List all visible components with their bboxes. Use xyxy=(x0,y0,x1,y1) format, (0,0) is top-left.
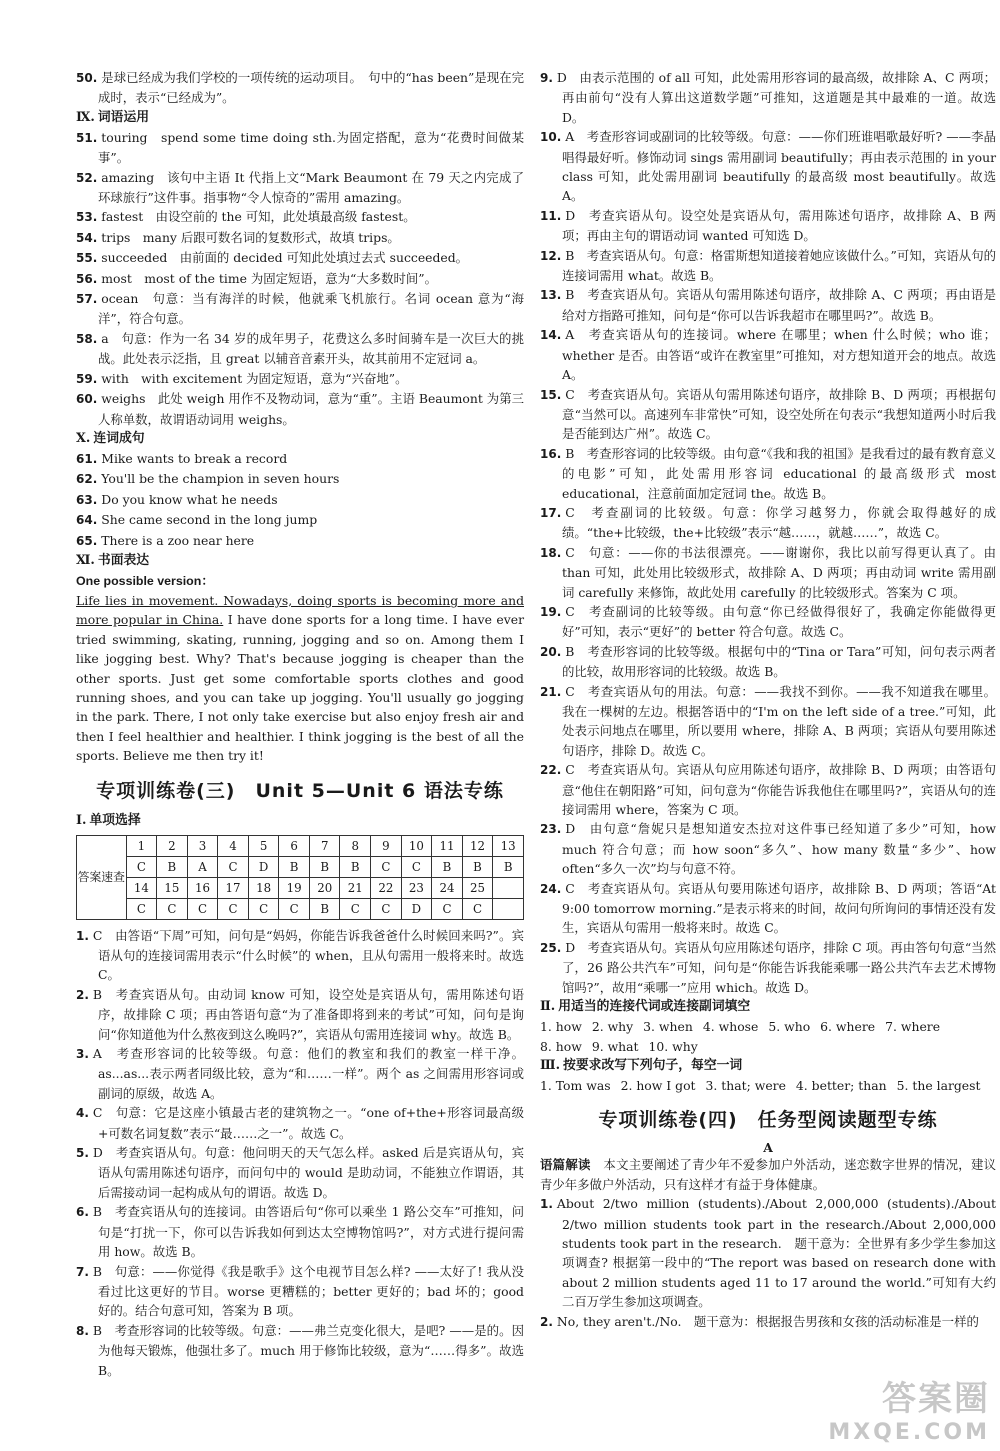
answer-item xyxy=(76,369,524,389)
inline-answer: 3. that; were xyxy=(705,1077,786,1093)
answer-table-cell: 7 xyxy=(309,835,340,856)
item-number: 2. xyxy=(76,987,89,1002)
answer-table-cell: C xyxy=(371,898,402,919)
answer-table-cell: C xyxy=(462,898,493,919)
answer-table-cell: C xyxy=(248,898,279,919)
inline-answer: 9. what xyxy=(591,1038,639,1054)
answer-table-cell: 18 xyxy=(248,877,279,898)
answer-item xyxy=(76,449,524,469)
answer-item xyxy=(540,68,996,127)
answer-item xyxy=(76,168,524,208)
inline-answer: 1. how xyxy=(540,1019,582,1035)
item-text: B 考查宾语从句的连接词。由答语后句“你可以乘坐 1 路公交车”可推知，问句是“打扰一下，你可以告诉我如何到达太空博物馆吗?”，对方式进行提问需用 how。故选 B。 xyxy=(92,1204,524,1260)
item-number: 62. xyxy=(76,472,98,487)
item-text: with with excitement 为固定短语，意为“兴奋地”。 xyxy=(101,370,408,386)
fill-row-2 xyxy=(540,1037,996,1056)
item-text: ocean 句意：当有海洋的时候，他就乘飞机旅行。名词 ocean 意为“海洋”，符合句意。 xyxy=(98,291,524,327)
item-text: C 考查副词的比较级。句意：你学习越努力，你就会取得越好的成绩。“the+比较级，the+比较级”表示“越……，就越……”，故选 C。 xyxy=(562,504,996,541)
answer-table-cell: 6 xyxy=(279,835,310,856)
item-text: C 考查宾语从句。宾语从句应用陈述句语序，故排除 B、D 两项；由答语句意“他住在朝阳路”可知，问句意为“你能告诉我他住在哪里吗?”，宾语从句的连接词需用 where，答案为 C 项。 xyxy=(562,762,996,818)
inline-answer: 7. where xyxy=(885,1019,941,1035)
answer-item xyxy=(76,248,524,268)
answer-table-cell: B xyxy=(462,856,493,877)
item-text: B 考查形容词的比较等级。句意：——弗兰克变化很大，是吧? ——是的。因为他每天锻炼，他强壮多了。much 用于修饰比较级，意为“……得多”。故选 B。 xyxy=(92,1322,524,1378)
answer-item xyxy=(540,543,996,602)
item-number: 14. xyxy=(540,328,562,343)
item-text: trips many 后跟可数名词的复数形式，故填 trips。 xyxy=(101,229,400,245)
passage-intro: 语篇解读 本文主要阐述了青少年不爱参加户外活动，迷恋数字世界的情况，建议青少年多做户外活动，只有这样才有益于身体健康。 xyxy=(540,1157,997,1192)
item-text: D 由句意“詹妮只是想知道安杰拉对这件事已经知道了多少”可知，how much 符合句意；而 how soon“多久”、how many 数量“多少”、how often“多久一次”均与句意不符。 xyxy=(562,821,996,877)
item-text: a 句意：作为一名 34 岁的成年男子，花费这么多时间骑车是一次巨大的挑战。此处表示泛指，且 great 以辅音音素开头，故其前用不定冠词 a。 xyxy=(98,330,524,367)
item-number: 61. xyxy=(76,451,98,466)
answer-table-cell: 16 xyxy=(187,877,218,898)
answer-table-cell: 4 xyxy=(218,835,249,856)
answer-table-cell: C xyxy=(401,856,432,877)
answer-item xyxy=(76,1103,524,1143)
answer-item xyxy=(540,602,996,642)
item-number: 53. xyxy=(76,210,98,225)
answer-table-cell: 2 xyxy=(157,835,188,856)
answer-table-cell: 13 xyxy=(493,835,524,856)
item-text: D 由表示范围的 of all 可知，此处需用形容词的最高级，故排除 A、C 两项；再由前句“没有人算出这道数学题”可推知，这道题是其中最难的一道。故选 D。 xyxy=(556,70,996,125)
item-text: B 考查宾语从句。句意：格雷斯想知道接着她应该做什么。”可知，宾语从句的连接词需用 what。故选 B。 xyxy=(562,247,996,284)
essay-body: I have done sports for a long time. I have ever tried swimming, skating, running, jogging and so on. Among them I like jogging best. Why? That's because jogging is cheaper than the other sports. Just get some comfortable sports clothes and good running shoes, and you can take up jogging. You'll usually go jogging in the park. There, I not only take exercise but also enjoy fresh air and then I feel healthier and healthier. I think jogging is the best of all the sports. Believe me then try it! xyxy=(76,612,524,764)
answer-table-row xyxy=(77,877,524,898)
section-title-4: 专项训练卷(四) 任务型阅读题型专练 xyxy=(598,1109,938,1132)
item-text: C 考查宾语从句。宾语从句需用陈述句语序，故排除 B、D 两项；再根据句意“当然可以。高速列车非常快”可知，设空处所在句表示“我想知道两小时后我是否能到达广州”。故选 C。 xyxy=(562,386,996,442)
inline-answer: 1. Tom was xyxy=(540,1077,611,1093)
inline-answer: 5. who xyxy=(768,1019,811,1035)
answer-table-cell: 15 xyxy=(157,877,188,898)
essay xyxy=(76,591,524,766)
answer-item xyxy=(76,531,524,551)
answer-item xyxy=(540,1312,996,1332)
answer-table-cell: B xyxy=(157,856,188,877)
item-number: 10. xyxy=(540,130,562,145)
item-text: amazing 该句中主语 It 代指上文“Mark Beaumont 在 79 天之内完成了环球旅行”这件事。指事物“令人惊奇的”需用 amazing。 xyxy=(98,169,524,206)
answer-table-cell: 9 xyxy=(371,835,402,856)
answer-item xyxy=(76,1202,524,1261)
answer-table-cell: 19 xyxy=(279,877,310,898)
item-text: fastest 由设空前的 the 可知，此处填最高级 fastest。 xyxy=(101,209,416,225)
answer-table-cell: C xyxy=(126,898,157,919)
answer-item xyxy=(540,760,996,819)
item-number: 60. xyxy=(76,392,98,407)
item-number: 6. xyxy=(76,1205,89,1220)
answer-table-cell: A xyxy=(187,856,218,877)
item-number: 19. xyxy=(540,604,562,619)
answer-table-cell: B xyxy=(279,856,310,877)
item-text: Do you know what he needs xyxy=(101,491,278,507)
item-text: A 考查形容词或副词的比较等级。句意：——你们班谁唱歌最好听? ——李晶唱得最好听。修饰动词 sings 需用副词 beautifully；再由表示范围的 in your class 可知，此处需用副词 beautifully 的最高级 most beautifully。故选 A。 xyxy=(562,129,996,204)
answer-table-cell: C xyxy=(279,898,310,919)
item-text: D 考查宾语从句。宾语从句应用陈述句语序，排除 C 项。再由答句句意“当然了，26 路公共汽车”可知，问句是“你能告诉我能乘哪一路公共汽车去艺术博物馆吗?”，故用“乘哪一”应用 which。故选 D。 xyxy=(562,939,996,995)
item-number: 65. xyxy=(76,533,98,548)
answer-table-label: 答案速查 xyxy=(77,835,127,919)
answer-item xyxy=(76,269,524,289)
answer-table-cell: B xyxy=(493,856,524,877)
answer-table-row xyxy=(77,898,524,919)
item-number: 20. xyxy=(540,644,562,659)
answer-item xyxy=(540,206,996,246)
item-number: 1. xyxy=(76,928,89,943)
answer-table-cell: B xyxy=(309,856,340,877)
item-text: succeeded 由前面的 decided 可知此处填过去式 succeeded。 xyxy=(101,250,469,266)
answer-table-cell: 23 xyxy=(401,877,432,898)
inline-answer: 3. when xyxy=(643,1019,693,1035)
answer-table-cell: D xyxy=(248,856,279,877)
item-number: 21. xyxy=(540,684,562,699)
item-number: 52. xyxy=(76,170,98,185)
answer-item xyxy=(76,128,524,168)
answer-table-cell: C xyxy=(340,898,371,919)
left-column xyxy=(76,68,524,1380)
answer-table-cell xyxy=(493,898,524,919)
answer-table-cell: 1 xyxy=(126,835,157,856)
answer-table-cell: 3 xyxy=(187,835,218,856)
item-text: D 考查宾语从句。句意：他问明天的天气怎么样。asked 后是宾语从句，宾语从句需用陈述句语序，而问句中的 would 是助动词，不能独立作谓语，其后需接动词一起构成从句的谓语。故选 D。 xyxy=(92,1145,524,1200)
answer-item xyxy=(76,926,524,985)
answer-item xyxy=(540,819,996,878)
item-number: 63. xyxy=(76,492,98,507)
inline-answer: 10. why xyxy=(648,1038,698,1054)
answer-item xyxy=(76,228,524,248)
inline-answer: 2. how I got xyxy=(620,1077,696,1093)
item-number: 16. xyxy=(540,446,562,461)
item-text: She came second in the long jump xyxy=(101,512,318,528)
answer-table-cell: 21 xyxy=(340,877,371,898)
answer-table-cell: 12 xyxy=(462,835,493,856)
answer-item xyxy=(540,127,996,206)
item-text: D 考查宾语从句。设空处是宾语从句，需用陈述句语序，故排除 A、B 两项；再由主句的谓语动词 wanted 可知选 D。 xyxy=(562,207,996,244)
item-text: B 考查形容词的比较等级。根据句中的“Tina or Tara”可知，问句表示两者的比较，故用形容词的比较级。故选 B。 xyxy=(562,643,996,680)
item-number: 7. xyxy=(76,1264,89,1279)
answer-item xyxy=(540,246,996,286)
item-number: 5. xyxy=(76,1146,89,1161)
item-text: There is a zoo near here xyxy=(101,532,255,548)
item-number: 13. xyxy=(540,288,562,303)
inline-answer: 2. why xyxy=(591,1019,634,1035)
fill-row-1 xyxy=(540,1017,996,1036)
answer-item xyxy=(76,389,524,429)
item-text: No, they aren't./No. 题干意为：根据报告男孩和女孩的活动标准是一样的 xyxy=(556,1313,979,1329)
item-text: C 句意：——你的书法很漂亮。——谢谢你，我比以前写得更认真了。由 than 可知，此处用比较级形式，故排除 A、D 两项；再由动词 write 需用副词 carefully 来修饰，故此处用 carefully 的比较级形式。答案为 C 项。 xyxy=(562,544,996,600)
item-number: 25. xyxy=(540,940,562,955)
item-text: C 考查宾语从句。宾语从句要用陈述句语序，故排除 B、D 两项；答语“At 9:00 tomorrow morning.”是表示将来的时间，故问句所询问的事情还没有发生，宾语从句需用一般将来时。故选 C。 xyxy=(562,880,996,936)
item-number: 11. xyxy=(540,208,562,223)
answer-item xyxy=(540,642,996,682)
section-9-heading: Ⅸ. 词语运用 xyxy=(76,109,150,125)
inline-answer: 5. the largest xyxy=(896,1077,981,1093)
answer-table-cell: C xyxy=(187,898,218,919)
essay-underlined: Life lies in movement. Nowadays, doing sports is becoming more and more popular in China. xyxy=(76,592,524,628)
answer-table-cell: 25 xyxy=(462,877,493,898)
item-number: 15. xyxy=(540,387,562,402)
item-text: weighs 此处 weigh 用作不及物动词，意为“重”。主语 Beaumont 为第三人称单数，故谓语动词用 weighs。 xyxy=(98,391,524,427)
item-number: 59. xyxy=(76,371,98,386)
item-number: 18. xyxy=(540,545,562,560)
passage-letter: A xyxy=(763,1140,773,1156)
inline-answer: 4. whose xyxy=(702,1019,759,1035)
item-number: 50. xyxy=(76,71,98,85)
item-number: 57. xyxy=(76,292,98,307)
answer-table-cell: C xyxy=(126,856,157,877)
item-number: 2. xyxy=(540,1314,553,1329)
inline-answer: 8. how xyxy=(540,1038,582,1054)
item-number: 58. xyxy=(76,331,98,346)
item-text: C 考查副词的比较等级。由句意“你已经做得很好了，我确定你能做得更好”可知，表示“更好”的 better 符合句意。故选 C。 xyxy=(562,603,996,640)
answer-item xyxy=(76,1143,524,1202)
item-number: 22. xyxy=(540,763,562,778)
answer-item xyxy=(76,1321,524,1380)
item-text: A 考查形容词的比较等级。句意：他们的教室和我们的教室一样干净。as...as...表示两者同级比较，意为“和……一样”。两个 as 之间需用形容词或副词的原级，故选 A。 xyxy=(92,1046,524,1101)
watermark-logo: 答案圈 MXQE.COM xyxy=(828,1379,990,1445)
item-text: B 考查宾语从句。由动词 know 可知，设空处是宾语从句，需用陈述句语序，故排除 C 项；再由答语句意“为了准备即将到来的考试”可知，问句是询问“你知道他为什么熬夜到这么晚吗?”，宾语从句需用连接词 why。故选 B。 xyxy=(92,986,524,1042)
item-number: 54. xyxy=(76,230,98,245)
answer-table-cell: B xyxy=(432,856,463,877)
section-1-heading: Ⅰ. 单项选择 xyxy=(76,812,141,828)
answer-table-cell: 10 xyxy=(401,835,432,856)
answer-table-cell: B xyxy=(309,898,340,919)
answer-item xyxy=(540,385,996,444)
answer-item xyxy=(540,285,996,325)
item-number: 9. xyxy=(540,71,553,85)
item-text: B 考查形容词的比较等级。由句意“《我和我的祖国》是我看过的最有教育意义的电影”可知，此处需用形容词 educational 的最高级形式 most educational，注意前面加定冠词 the。故选 B。 xyxy=(562,445,996,501)
section-3-heading: Ⅲ. 按要求改写下列句子，每空一词 xyxy=(540,1057,743,1073)
answer-table-row xyxy=(77,856,524,877)
answer-item xyxy=(76,1044,524,1103)
item-text: A 考查宾语从句的连接词。where 在哪里；when 什么时候；who 谁；whether 是否。由答语“或许在教室里”可推知，对方想知道开会的地点。故选 A。 xyxy=(562,327,996,383)
answer-table-cell: D xyxy=(401,898,432,919)
answer-item xyxy=(76,469,524,489)
item-number: 23. xyxy=(540,822,562,837)
item-text: most most of the time 为固定短语，意为“大多数时间”。 xyxy=(101,270,438,286)
answer-item xyxy=(540,325,996,384)
answer-table-row xyxy=(77,835,524,856)
answer-table-cell: 17 xyxy=(218,877,249,898)
section-2-heading: Ⅱ. 用适当的连接代词或连接副词填空 xyxy=(540,999,751,1015)
item-text: C 由答语“下周”可知，问句是“妈妈，你能告诉我爸爸什么时候回来吗?”。宾语从句的连接词需用表示“什么时候”的 when，且从句需用一般将来时。故选 C。 xyxy=(92,927,524,983)
item-text: You'll be the champion in seven hours xyxy=(101,471,340,487)
item-number: 24. xyxy=(540,881,562,896)
version-label: One possible version： xyxy=(76,573,214,588)
item-number: 64. xyxy=(76,513,98,528)
answer-table-cell: 5 xyxy=(248,835,279,856)
item-number: 8. xyxy=(76,1323,89,1338)
item-number: 55. xyxy=(76,251,98,266)
answer-table-cell: 22 xyxy=(371,877,402,898)
answer-item xyxy=(76,289,524,329)
rewrite-answers xyxy=(540,1076,996,1095)
answer-item xyxy=(540,682,996,761)
inline-answer: 6. where xyxy=(820,1019,876,1035)
answer-table xyxy=(76,835,524,920)
answer-table-cell: C xyxy=(371,856,402,877)
item-number: 12. xyxy=(540,248,562,263)
inline-answer: 4. better; than xyxy=(795,1077,887,1093)
item-text: Mike wants to break a record xyxy=(101,450,288,466)
item-text: B 句意：——你觉得《我是歌手》这个电视节目怎么样? ——太好了! 我从没看过比这更好的节目。worse 更糟糕的；better 更好的；bad 坏的；good 好的。结合句意可知，答案为 B 项。 xyxy=(92,1263,524,1319)
right-column xyxy=(540,68,996,1332)
answer-item xyxy=(76,1262,524,1321)
section-11-heading: Ⅺ. 书面表达 xyxy=(76,552,150,568)
answer-table-cell: B xyxy=(340,856,371,877)
item-text: C 句意：它是这座小镇最古老的建筑物之一。“one of+the+形容词最高级+可数名词复数”表示“最……之一”。故选 C。 xyxy=(92,1105,524,1141)
item-number: 4. xyxy=(76,1106,89,1121)
answer-table-cell: 14 xyxy=(126,877,157,898)
answer-item xyxy=(76,490,524,510)
answer-item xyxy=(76,985,524,1044)
answer-table-cell: 11 xyxy=(432,835,463,856)
answer-table-cell: 24 xyxy=(432,877,463,898)
item-text: C 考查宾语从句的用法。句意：——我找不到你。——我不知道我在哪里。我在一棵树的左边。根据答语中的“I'm on the left side of a tree.”可知，此处表示问地点在哪里，所以要用 where，排除 A、B 两项；宾语从句要用陈述句语序，排除 D。故选 C。 xyxy=(562,683,996,758)
item-text: B 考查宾语从句。宾语从句需用陈述句语序，故排除 A、C 两项；再由语是给对方指路可推知，问句是“你可以告诉我超市在哪里吗?”。故选 B。 xyxy=(562,287,996,323)
answer-table-cell: C xyxy=(157,898,188,919)
item-number: 3. xyxy=(76,1047,89,1062)
section-10-heading: Ⅹ. 连词成句 xyxy=(76,430,145,446)
item-text: About 2/two million (students)./About 2,000,000 (students)./About 2/two million students took part in the research./About 2,000,000 students took part in the research. 题干意为：全世界有多少学生参加这项调查? 根据第一段中的“The report was based on research done with about 2 million students aged 11 to 17 around the world.”可知有大约二百万学生参加这项调查。 xyxy=(556,1196,996,1310)
answer-table-cell xyxy=(493,877,524,898)
answer-item xyxy=(76,68,524,108)
answer-item xyxy=(540,938,996,997)
answer-item xyxy=(540,879,996,938)
answer-item xyxy=(540,1194,996,1311)
answer-table-cell: 20 xyxy=(309,877,340,898)
item-number: 17. xyxy=(540,505,562,520)
item-number: 56. xyxy=(76,271,98,286)
item-number: 1. xyxy=(540,1197,553,1212)
answer-table-cell: C xyxy=(218,856,249,877)
answer-table-cell: 8 xyxy=(340,835,371,856)
section-title-3: 专项训练卷(三) Unit 5—Unit 6 语法专练 xyxy=(96,779,504,802)
answer-item xyxy=(540,503,996,543)
answer-item xyxy=(76,329,524,369)
item-text: 是球已经成为我们学校的一项传统的运动项目。 句中的“has been”是现在完成时，表示“已经成为”。 xyxy=(98,70,524,106)
answer-item xyxy=(76,510,524,530)
item-text: touring spend some time doing sth.为固定搭配，意为“花费时间做某事”。 xyxy=(98,129,524,166)
answer-item xyxy=(540,444,996,503)
answer-table-cell: C xyxy=(432,898,463,919)
answer-table-cell: C xyxy=(218,898,249,919)
answer-item xyxy=(76,207,524,227)
item-number: 51. xyxy=(76,130,98,145)
